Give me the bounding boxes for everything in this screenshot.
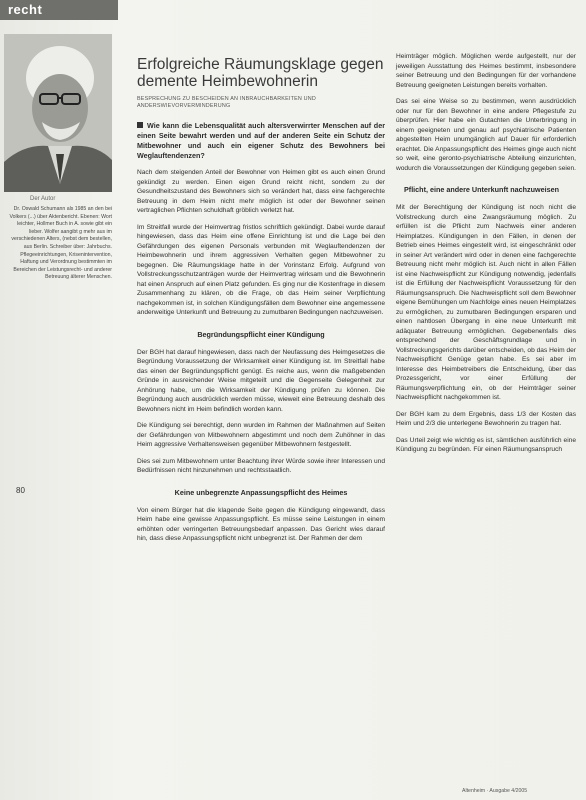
section-heading: Keine unbegrenzte Anpassungspflicht des Heimes [174, 487, 348, 497]
caption-label: Der Autor [30, 196, 56, 202]
body-paragraph: Im Streitfall wurde der Heimvertrag fristlos schriftlich gekündigt. Dabei wurde darauf hingewiesen, dass das Heim eine offene Einrichtung ist und die Lage bei den Gefährdungen des eigenen Personals verbunden mit Weglauftendenzen der Heimbewohnerin und ihrem aggressiven Verhalten gegen Mitbewohner zu begegnen. Die Räumungsklage hatte in der Vorinstanz Erfolg. Aufgrund von Vollstreckungsschutzanträgen wurde der Heimvertrag wirksam und die Bewohnerin hat einen Anspruch auf einen Platz gefunden. Es ging nur die Kostenfrage in diesem Zusammenhang zu klären, ob die Frage, ob das Heim seiner Verpflichtung nachgekommen ist, in solchen Kündigungsfällen dem Bewohner eine angemessene anderweitige Unterkunft und Betreuung zu zumutbaren Bedingungen nachzuweisen. [137, 223, 385, 316]
author-photo [4, 34, 112, 192]
portrait-photo-icon [4, 34, 112, 192]
article-subtitle: BESPRECHUNG ZU BESCHEIDEN AN INBRAUCHBARKEITEN UND ANDERSWIEVORVERMINDERUNG [137, 96, 316, 109]
body-paragraph: Nach dem steigenden Anteil der Bewohner von Heimen gibt es auch einen Grund gekündigt zu werden. Einen eigen Grund reicht nicht, sondern zu der Gesundheitszustand des Bewohners sich so verändert hat, dass eine fachgerechte Betreuung in dem Heim nicht mehr möglich ist oder der Bewohner seinen vertraglichen Pflichten schuldhaft gröblich verletzt hat. [137, 169, 385, 214]
body-paragraph: Das sei eine Weise so zu bestimmen, wenn ausdrücklich oder nur für den Bewohner in eine andere Pflegestufe zu überprüfen. Hier habe ein Gutachten die Unterbringung in einem geeigneten und genau auf psychiatrische Patienten abgestellten Heim unumgänglich auf Dauer für erforderlich erachtet. Die Anpassungspflicht des Heimes ginge auch nicht so weit, eine geronto-psychiatrische Abteilung einzurichten, wodurch die Voraussetzungen der Kündigung gegeben seien. [396, 98, 576, 172]
left-column [137, 121, 385, 551]
section-heading: Pflicht, eine andere Unterkunft nachzuweisen [404, 185, 559, 194]
right-column [396, 52, 576, 462]
body-paragraph: Der BGH kam zu dem Ergebnis, dass 1/3 der Kosten das Heim und 2/3 die unterlegene Bewohnerin zu tragen hat. [396, 410, 576, 427]
body-paragraph: Heimträger möglich. Möglichen werde aufgestellt, nur der jeweiligen Ausstattung des Heimes bestimmt, insbesondere seiner Betreuung und den Bedingungen für der vorhandene Betreuung geeigneten Leistungen bereits vorhalten. [396, 53, 576, 89]
section-tab: recht [0, 0, 118, 20]
lead-text: Wie kann die Lebensqualität auch altersverwirrter Menschen auf der einen Seite bewahrt werden und auf der anderen Seite ein Schutz der Mitbewohner und auch ein eigener Schutz des Bewohners bei Weglauftendenzen? [137, 121, 385, 160]
author-caption: Dr. Oswald Schumann als 1985 an den bei Volkers (...) über Aktenbericht. Ebenen: Wort leichter, Hollmer Buch in A. sowie gibt ein lieber. Wolfer aangibt g mehr aus im verschiedenen Alters, (nebst dem bestellen, aus Berlin. Schreiber über: Jahrbuchs. Pflegeeinrichtungen, Krisenintervention, Haftung und Verordnung bestimmten im Bereichen der Leistungsrecht- und anderer Betreuung älterer Menschen. [9, 206, 112, 281]
title-block [137, 56, 385, 110]
page-number: 80 [16, 486, 25, 495]
body-paragraph: Das Urteil zeigt wie wichtig es ist, sämtlichen ausführlich eine Kündigung zu begründen. Für einen Räumungsanspruch [396, 436, 576, 453]
article-title: Erfolgreiche Räumungsklage gegen demente Heimbewohnerin [137, 56, 384, 90]
body-paragraph: Dies sei zum Mitbewohnern unter Beachtung ihrer Würde sowie ihrer Interessen und Bedürfnissen nicht hinzunehmen und rechtsstaatlich. [137, 457, 385, 474]
page-footer: Altenheim · Ausgabe 4/2005 [462, 788, 528, 794]
lead-paragraph [137, 121, 385, 161]
body-paragraph: Die Kündigung sei berechtigt, denn wurden im Rahmen der Maßnahmen auf Seiten der Gefährdungen von Mitbewohnern abgestimmt und noch dem Zuhöhner in das Heim aggressive Verhaltensweisen gegenüber Mitbewohnern festgestellt. [137, 422, 385, 448]
bullet-square-icon [137, 122, 143, 128]
body-paragraph: Von einem Bürger hat die klagende Seite gegen die Kündigung eingewandt, dass Heim habe eine gewisse Anpassungspflicht. Es müsse seine Leistungen in einem erhöhten oder verringerten Betreuungsbedarf anpassen. Das Gericht wies darauf hin, dass diese Anpassungspflicht nicht unbegrenzt ist. Der Rahmen der dem [137, 506, 385, 542]
body-paragraph: Der BGH hat darauf hingewiesen, dass nach der Neufassung des Heimgesetzes die Begründung Voraussetzung der Wirksamkeit einer Kündigung ist. Im Streitfall habe das einen der Begründungspflicht genügt. Es reiche aus, wenn die maßgebenden Gründe in ausreichender Weise mitgeteilt und die Gegenseite Gelegenheit zur Anhörung habe, um die Wirksamkeit der Kündigung prüfen zu können. Die Begründung auch ausdrücklich werden müsse, wieweit eine Betreuung deshalb des Bewohners nicht im Heim befindlich worden kann. [137, 348, 385, 413]
section-heading: Begründungspflicht einer Kündigung [197, 329, 325, 339]
body-paragraph: Mit der Berechtigung der Kündigung ist noch nicht die Vollstreckung durch eine Zwangsräumung möglich. Zu erfüllen ist die Pflicht zum Nachweis einer anderen Heimplatzes. Kündigungen in den Fällen, in denen der Betrieb eines Heimes eingestellt wird, ist eingeschränkt oder in seiner Art verändert wird oder in denen eine fachgerechte Betreuung nicht mehr möglich ist. Auch nicht in allen Fällen ist eine Nachweispflicht zur Kündigung notwendig, jedenfalls ist die Erfüllung der Nachweispflicht Voraussetzung für den Räumungsanspruch. Die Nachweispflicht soll dem Bewohner eigene Bemühungen um Nachfolge eines neuen Heimplatzes zu ermöglichen, zu zumutbaren Bedingungen ersparen und einen nahtlosen Übergang in eine neue Unterkunft mit adäquater Betreuung ermöglichen. Gegebenenfalls dies entsprechend der Geschäftsgrundlage und in Vollstreckungsgerichts darüber entscheiden, ob das Heim der Nachweispflicht Genüge getan habe. Es sei aber im Interesse des Heimbetreibers die Entscheidung, über das Prozessgericht, vor einer Erfüllung der Räumungsverpflichtung ein, ob der Heimträger seiner Nachweispflicht nachgekommen ist. [396, 204, 576, 401]
